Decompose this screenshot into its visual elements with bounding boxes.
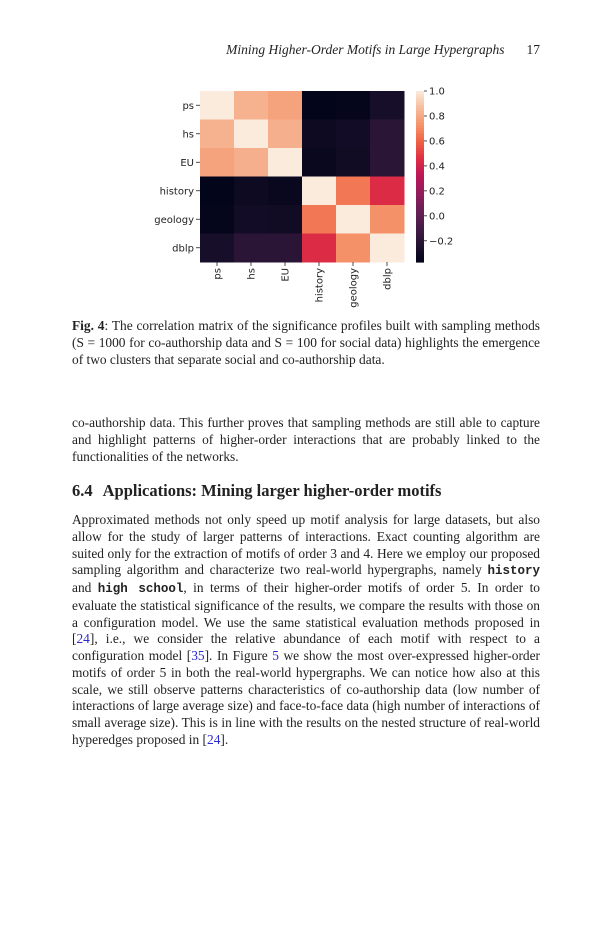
colorbar-tick-label: 1.0 — [429, 86, 445, 98]
heatmap-cell-history-hs — [234, 177, 269, 206]
y-tick-label-dblp: dblp — [172, 243, 194, 255]
heatmap-cell-hs-EU — [268, 120, 303, 149]
heatmap-cell-ps-geology — [336, 91, 371, 120]
heatmap-cell-dblp-ps — [200, 234, 235, 263]
colorbar-tick-label: 0.8 — [429, 111, 445, 123]
x-tick-label-dblp: dblp — [382, 268, 394, 290]
x-tick-label-hs: hs — [246, 268, 258, 280]
heatmap-cell-EU-EU — [268, 148, 303, 177]
heatmap-cell-geology-ps — [200, 205, 235, 234]
text: ], i.e., we consider the relative abundance of each motif with respect to a configuration model [ — [72, 631, 540, 663]
heatmap-cell-EU-hs — [234, 148, 269, 177]
caption-text: : The correlation matrix of the significance profiles built with sampling methods (S = 1000 for co-authorship data and S = 100 for social data) highlights the emergence of two clusters that separate social and co-authorship data. — [72, 318, 540, 367]
heatmap-cell-EU-history — [302, 148, 337, 177]
heatmap-cell-ps-history — [302, 91, 337, 120]
section-heading — [72, 481, 441, 501]
x-tick-label-ps: ps — [212, 268, 224, 280]
x-tick-label-EU: EU — [280, 268, 292, 282]
y-tick-label-geology: geology — [154, 214, 194, 226]
heatmap-cell-hs-dblp — [370, 120, 405, 149]
figure-caption — [72, 318, 540, 368]
code-history: history — [487, 564, 540, 579]
page-number: 17 — [526, 42, 540, 57]
text: , in terms of their higher-order motifs of order 5. In order to evaluate the statistical significance of the results, we compare the results with those on a configuration model. We use the same statistical evaluation methods proposed in [ — [72, 580, 541, 647]
heatmap-cell-geology-EU — [268, 205, 303, 234]
paragraph — [72, 512, 540, 749]
heatmap-cell-dblp-dblp — [370, 234, 405, 263]
heatmap-cell-history-geology — [336, 177, 371, 206]
colorbar-tick-label: 0.2 — [429, 186, 445, 198]
text: we show the most over-expressed higher-order motifs of order 5 in both the real-world hypergraphs. We can notice how also at this scale, we still observe patterns characteristics of co-authorship data (low number of interactions of large average size) and face-to-face data (high number of interactions of small average size). This is in line with the results on the nested structure of real-world hyperedges proposed in [ — [72, 648, 541, 747]
heatmap-cell-hs-ps — [200, 120, 235, 149]
citation-link[interactable]: 35 — [191, 648, 205, 663]
section-title: Applications: Mining larger higher-order motifs — [102, 481, 442, 500]
running-title: Mining Higher-Order Motifs in Large Hypergraphs — [226, 42, 505, 57]
code-high-school: high school — [97, 582, 184, 596]
citation-link[interactable]: 24 — [76, 631, 90, 647]
heatmap-cell-hs-history — [302, 120, 337, 149]
figure-link[interactable]: 5 — [272, 648, 279, 663]
y-tick-label-ps: ps — [182, 100, 194, 112]
heatmap-cell-geology-geology — [336, 205, 371, 234]
heatmap-cell-geology-dblp — [370, 205, 405, 234]
paragraph: co-authorship data. This further proves that sampling methods are still able to capture and highlight patterns of higher-order interactions that are probably linked to the functionalities of the networks. — [72, 415, 540, 464]
heatmap-cell-history-dblp — [370, 177, 405, 206]
heatmap-cell-history-ps — [200, 177, 235, 206]
heatmap-cell-EU-dblp — [370, 148, 405, 177]
colorbar-segment — [416, 259, 424, 262]
heatmap-cell-geology-history — [302, 205, 337, 234]
heatmap-cell-hs-hs — [234, 120, 269, 149]
text: ]. — [220, 731, 229, 747]
y-tick-label-history: history — [159, 186, 194, 198]
heatmap-cell-dblp-geology — [336, 234, 371, 263]
heatmap-cell-hs-geology — [336, 120, 371, 149]
running-header — [72, 42, 540, 58]
text: ]. In Figure — [204, 648, 273, 663]
heatmap-cell-geology-hs — [234, 205, 269, 234]
heatmap-cell-ps-hs — [234, 91, 269, 120]
figure-label: Fig. 4 — [72, 318, 105, 333]
text: Approximated methods not only speed up motif analysis for large datasets, but also allow for the study of larger patterns of interactions. Exact counting algorithm are suited only for the extraction of motifs of order 3 and 4. Here we employ our proposed sampling algorithm and characterize two real-world hypergraphs, namely — [72, 512, 540, 578]
x-tick-label-geology: geology — [348, 268, 360, 308]
colorbar-tick-label: −0.2 — [429, 236, 454, 248]
heatmap-cell-history-history — [302, 177, 337, 206]
colorbar-tick-label: 0.6 — [429, 136, 445, 148]
citation-link[interactable]: 24 — [207, 731, 221, 747]
heatmap-cell-ps-dblp — [370, 91, 405, 120]
heatmap-cell-EU-ps — [200, 148, 235, 177]
heatmap-cell-dblp-history — [302, 234, 337, 263]
x-tick-label-history: history — [314, 268, 326, 303]
heatmap-cell-history-EU — [268, 177, 303, 206]
colorbar-tick-label: 0.0 — [429, 211, 445, 223]
text: and — [72, 580, 98, 595]
heatmap-cell-dblp-EU — [268, 234, 303, 263]
correlation-heatmap — [150, 80, 470, 310]
y-tick-label-hs: hs — [182, 129, 194, 141]
heatmap-cell-ps-EU — [268, 91, 303, 120]
heatmap-cell-ps-ps — [200, 91, 235, 120]
section-number: 6.4 — [72, 481, 93, 500]
colorbar-tick-label: 0.4 — [429, 161, 445, 173]
y-tick-label-EU: EU — [180, 157, 194, 169]
heatmap-cell-EU-geology — [336, 148, 371, 177]
heatmap-cell-dblp-hs — [234, 234, 269, 263]
